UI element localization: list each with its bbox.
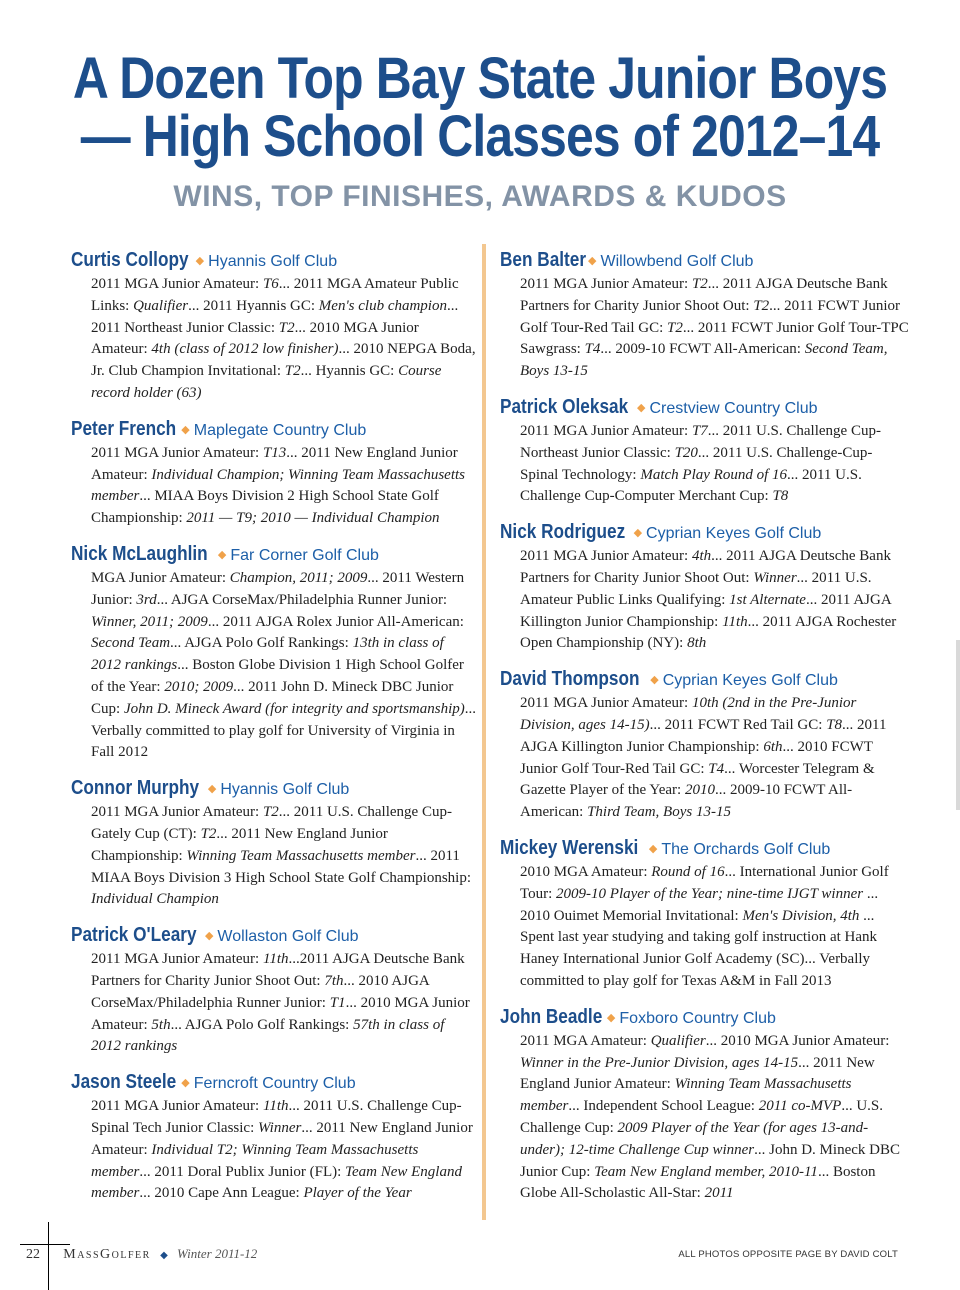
- result-text: 57th in class of 2012 rankings: [91, 1016, 445, 1055]
- event-text: ... AJGA Polo Golf Rankings:: [170, 635, 353, 652]
- result-text: 13th in class of 2012 rankings: [91, 635, 444, 674]
- event-text: 2011 MGA Junior Amateur:: [91, 804, 263, 821]
- diamond-bullet-icon: ◆: [650, 673, 659, 687]
- event-text: ... U.S. Challenge Cup:: [520, 1098, 883, 1136]
- diamond-bullet-icon: ◆: [217, 547, 227, 561]
- event-text: ... 2011 New England Junior Amateur:: [520, 1054, 875, 1093]
- result-text: 2011 — T9; 2010 — Individual Champion: [186, 510, 440, 527]
- event-text: ... Independent School League:: [568, 1098, 759, 1115]
- player-heading: [71, 774, 476, 802]
- result-text: 2009 Player of the Year (for ages 13-and-under); 12-time Challenge Cup winner: [520, 1119, 869, 1158]
- event-text: ... 2011 AJGA Killington Junior Championship:: [520, 716, 887, 755]
- player-heading: [500, 393, 910, 421]
- player-name: John Beadle: [500, 1005, 603, 1028]
- player-name: Curtis Collopy: [71, 249, 189, 271]
- result-text: 7th: [324, 972, 344, 989]
- club-name: Far Corner Golf Club: [230, 546, 379, 564]
- diamond-bullet-icon: ◆: [606, 1010, 616, 1024]
- event-text: ... 2011 Western Junior:: [91, 569, 465, 608]
- diamond-bullet-icon: ◆: [637, 400, 646, 414]
- player-heading: [500, 246, 910, 274]
- result-text: Match Play Round of 16: [640, 466, 787, 483]
- player-name: Jason Steele: [71, 1071, 177, 1094]
- event-text: ... 2011 Doral Publix Junior (FL):: [139, 1163, 346, 1180]
- title-line-2: — High School Classes of 2012–14: [80, 104, 880, 169]
- result-text: 2010: [684, 782, 715, 799]
- result-text: 4th (class of 2012 low finisher): [151, 341, 339, 358]
- diamond-bullet-icon: ◆: [633, 526, 643, 540]
- result-text: 2010; 2009: [164, 678, 234, 695]
- event-text: 2011 MGA Junior Amateur:: [91, 1098, 263, 1115]
- result-text: T8: [772, 488, 789, 505]
- result-text: Winner: [753, 569, 797, 586]
- result-text: 3rd: [136, 591, 157, 608]
- result-text: 2011 co-MVP: [758, 1098, 842, 1115]
- club-name: Willowbend Golf Club: [600, 253, 754, 270]
- page-subtitle: WINS, TOP FINISHES, AWARDS & KUDOS: [173, 180, 787, 213]
- result-text: T6: [262, 276, 279, 292]
- event-text: ... 2010 Ouimet Memorial Invitational:: [520, 885, 879, 924]
- event-text: ... 2010 MGA Junior Amateur:: [91, 319, 419, 358]
- result-text: 10th (2nd in the Pre-Junior Division, ages 14-15): [520, 695, 857, 733]
- player-achievements: [520, 693, 910, 824]
- page-title: [67, 46, 893, 169]
- result-text: T4: [584, 341, 601, 358]
- page-edge-mark: [956, 640, 960, 810]
- title-line-1: A Dozen Top Bay State Junior Boys: [72, 46, 888, 111]
- event-text: ... International Junior Golf Tour:: [520, 863, 889, 902]
- result-text: Team New England member, 2010-11: [594, 1163, 818, 1180]
- footer-folio: [26, 1246, 257, 1263]
- player-name: Nick Rodriguez: [500, 521, 626, 544]
- result-text: Second Team, Boys 13-15: [520, 341, 888, 380]
- event-text: ... 2011 John D. Mineck DBC Junior Cup:: [91, 678, 454, 717]
- event-text: 2011 MGA Junior Amateur:: [91, 951, 263, 968]
- result-text: Second Team: [91, 635, 171, 652]
- player-heading: [71, 540, 476, 568]
- event-text: ... 2011 New England Junior Amateur:: [91, 1119, 473, 1158]
- event-text: ... 2010 MGA Junior Amateur:: [91, 994, 470, 1033]
- event-text: ... 2011 AJGA Deutsche Bank Partners for Charity Junior Shoot Out:: [520, 548, 891, 586]
- result-text: T8: [826, 716, 843, 733]
- event-text: ... Spent last year studying and taking golf instruction at Hank Haney International Junior Golf Academy (SC)... Verbally committed to play golf for Texas A&M in Fall 2013: [520, 907, 878, 989]
- event-text: ... 2011 U.S. Challenge Cup-Computer Merchant Cup:: [520, 466, 862, 505]
- club-name: Hyannis Golf Club: [220, 781, 350, 799]
- result-text: Winner, 2011; 2009: [91, 613, 208, 630]
- result-text: T2: [278, 319, 295, 336]
- column-divider: [482, 244, 486, 1220]
- result-text: T13: [262, 444, 287, 461]
- club-name: Cyprian Keyes Golf Club: [646, 525, 822, 543]
- result-text: T20: [674, 444, 698, 461]
- event-text: 2011 MGA Amateur:: [520, 1032, 651, 1049]
- event-text: ... AJGA Polo Golf Rankings:: [170, 1016, 354, 1033]
- result-text: T2: [753, 297, 770, 314]
- event-text: ...2011 AJGA Deutsche Bank Partners for Charity Junior Shoot Out:: [91, 951, 465, 989]
- event-text: ... 2010 MGA Junior Amateur:: [705, 1032, 890, 1049]
- player-name: Peter French: [71, 417, 177, 440]
- event-text: ... 2011 FCWT Red Tail GC:: [649, 716, 827, 733]
- magazine-name: MassGolfer: [63, 1247, 151, 1262]
- event-text: 2011 MGA Junior Amateur:: [520, 695, 692, 712]
- event-text: 2011 MGA Junior Amateur:: [520, 548, 692, 565]
- event-text: ... 2010 FCWT Junior Golf Tour-Red Tail GC:: [520, 738, 873, 777]
- event-text: ... 2011 U.S. Challenge-Cup-Spinal Technology:: [520, 444, 873, 483]
- event-text: ... 2010 NEPGA Boda, Jr. Club Champion Invitational:: [91, 341, 476, 380]
- result-text: Qualifier: [650, 1032, 706, 1049]
- event-text: ... 2011 MIAA Boys Division 3 High School State Golf Championship:: [91, 847, 472, 886]
- player-entry: [500, 1003, 910, 1205]
- event-text: 2011 MGA Junior Amateur:: [520, 422, 692, 439]
- result-text: Men's Division, 4th: [742, 907, 860, 924]
- result-text: Course record holder (63): [91, 363, 442, 401]
- player-achievements: [91, 802, 476, 911]
- result-text: T2: [284, 363, 301, 380]
- result-text: 5th: [151, 1016, 171, 1033]
- club-name: The Orchards Golf Club: [661, 840, 831, 858]
- player-name: Ben Balter: [500, 249, 587, 271]
- event-text: 2011 MGA Junior Amateur:: [520, 276, 692, 292]
- event-text: ... 2009-10 FCWT All-American:: [520, 782, 853, 821]
- player-entry: [71, 1068, 476, 1205]
- event-text: ... AJGA CorseMax/Philadelphia Runner Junior:: [156, 591, 448, 608]
- player-name: Connor Murphy: [71, 777, 200, 800]
- event-text: ... 2010 AJGA CorseMax/Philadelphia Runner Junior:: [91, 972, 429, 1011]
- event-text: ... John D. Mineck DBC Junior Cup:: [520, 1141, 900, 1180]
- event-text: ... 2011 FCWT Junior Golf Tour-TPC Sawgrass:: [520, 319, 909, 358]
- player-achievements: [520, 546, 910, 655]
- result-text: T2: [667, 319, 683, 336]
- result-text: Player of the Year: [303, 1185, 412, 1202]
- result-text: Third Team, Boys 13-15: [587, 804, 731, 821]
- result-text: Qualifier: [133, 297, 189, 314]
- crop-mark-horizontal: [20, 1244, 70, 1245]
- event-text: ... 2011 MGA Amateur Public Links:: [91, 276, 459, 314]
- diamond-bullet-icon: ◆: [207, 782, 217, 796]
- event-text: ... 2011 FCWT Junior Golf Tour-Red Tail GC:: [520, 297, 901, 336]
- player-entry: [500, 246, 910, 383]
- event-text: ... 2011 AJGA Killington Junior Championship:: [520, 591, 891, 630]
- right-column: [500, 246, 910, 1215]
- diamond-bullet-icon: ◆: [588, 254, 597, 267]
- result-text: Winning Team Massachusetts member: [186, 847, 416, 864]
- result-text: Individual Champion: [91, 891, 219, 908]
- player-achievements: [91, 443, 476, 530]
- event-text: ... 2011 New England Junior Amateur:: [91, 444, 458, 483]
- result-text: Team New England member: [91, 1163, 462, 1202]
- result-text: Winner: [258, 1119, 302, 1136]
- diamond-bullet-icon: ◆: [181, 422, 190, 436]
- result-text: T4: [708, 760, 725, 777]
- club-name: Cyprian Keyes Golf Club: [662, 672, 838, 690]
- event-text: ... 2011 AJGA Deutsche Bank Partners for Charity Junior Shoot Out:: [520, 276, 888, 314]
- player-entry: [71, 246, 476, 405]
- event-text: ... Boston Globe Division 1 High School Golfer of the Year:: [91, 657, 464, 695]
- result-text: 8th: [687, 635, 707, 652]
- club-name: Hyannis Golf Club: [208, 253, 338, 270]
- player-name: Patrick O'Leary: [71, 924, 197, 947]
- club-name: Maplegate Country Club: [193, 421, 367, 439]
- result-text: 11th: [262, 1098, 289, 1115]
- player-heading: [500, 665, 910, 693]
- issue-date: Winter 2011-12: [177, 1246, 258, 1261]
- event-text: ... 2011 AJGA Rolex Junior All-American:: [207, 613, 464, 630]
- player-entry: [500, 393, 910, 508]
- player-heading: [500, 518, 910, 546]
- result-text: T2: [691, 276, 708, 292]
- player-achievements: [520, 862, 910, 993]
- player-achievements: [91, 568, 476, 764]
- result-text: 4th: [691, 548, 712, 565]
- result-text: T7: [691, 422, 708, 439]
- event-text: 2010 MGA Amateur:: [520, 863, 652, 880]
- diamond-bullet-icon: ◆: [181, 1076, 190, 1090]
- result-text: T1: [329, 994, 346, 1011]
- result-text: T2: [200, 825, 217, 842]
- event-text: 2011 MGA Junior Amateur:: [91, 276, 263, 292]
- player-name: Mickey Werenski: [500, 836, 639, 859]
- result-text: 11th: [262, 951, 289, 968]
- event-text: ... 2011 Northeast Junior Classic:: [91, 297, 459, 336]
- result-text: 11th: [722, 613, 748, 630]
- player-name: Nick McLaughlin: [71, 542, 208, 565]
- player-entry: [71, 921, 476, 1058]
- result-text: Individual T2; Winning Team Massachusetts member: [91, 1141, 419, 1180]
- player-entry: [71, 415, 476, 530]
- event-text: MGA Junior Amateur:: [91, 569, 230, 586]
- player-achievements: [520, 421, 910, 508]
- player-achievements: [91, 949, 476, 1058]
- event-text: ... Hyannis GC:: [300, 363, 399, 380]
- player-heading: [71, 415, 476, 443]
- event-text: ... Boston Globe All-Scholastic All-Star:: [520, 1163, 876, 1202]
- player-heading: [500, 1003, 910, 1031]
- result-text: Round of 16: [651, 863, 725, 880]
- footer-bullet-icon: ◆: [160, 1250, 168, 1261]
- event-text: ... 2010 Cape Ann League:: [139, 1185, 304, 1202]
- diamond-bullet-icon: ◆: [648, 841, 658, 855]
- event-text: ... 2011 AJGA Rochester Open Championship (NY):: [520, 613, 897, 652]
- event-text: ... MIAA Boys Division 2 High School State Golf Championship:: [91, 488, 439, 527]
- diamond-bullet-icon: ◆: [204, 929, 214, 943]
- player-entry: [500, 834, 910, 993]
- club-name: Foxboro Country Club: [619, 1009, 776, 1027]
- player-entry: [71, 540, 476, 764]
- player-achievements: [520, 1031, 910, 1205]
- page-number: 22: [26, 1247, 40, 1262]
- result-text: Men's club champion: [318, 297, 447, 314]
- event-text: ... 2011 U.S. Challenge Cup-Gately Cup (CT):: [91, 804, 452, 842]
- player-achievements: [91, 1096, 476, 1205]
- diamond-bullet-icon: ◆: [195, 254, 205, 267]
- player-heading: [71, 921, 476, 949]
- result-text: 6th: [763, 738, 783, 755]
- club-name: Wollaston Golf Club: [217, 928, 359, 946]
- result-text: 1st Alternate: [729, 591, 806, 608]
- result-text: John D. Mineck Award (for integrity and sportsmanship): [123, 700, 465, 717]
- player-achievements: [91, 274, 476, 405]
- player-name: Patrick Oleksak: [500, 395, 629, 418]
- left-column: [71, 246, 476, 1215]
- event-text: ... Verbally committed to play golf for University of Virginia in Fall 2012: [91, 700, 476, 761]
- event-text: ... 2011 U.S. Challenge Cup-Spinal Tech Junior Classic:: [91, 1098, 462, 1136]
- result-text: Winner in the Pre-Junior Division, ages 14-15: [520, 1054, 799, 1071]
- event-text: ... 2011 U.S. Amateur Public Links Qualifying:: [520, 569, 872, 608]
- result-text: Individual Champion; Winning Team Massachusetts member: [91, 466, 466, 505]
- player-entry: [500, 665, 910, 824]
- result-text: 2009-10 Player of the Year; nine-time IJGT winner: [556, 885, 864, 902]
- player-achievements: [520, 274, 910, 383]
- result-text: 2011: [704, 1185, 734, 1202]
- player-entry: [71, 774, 476, 911]
- player-heading: [500, 834, 910, 862]
- result-text: Winning Team Massachusetts member: [520, 1076, 852, 1115]
- player-heading: [71, 1068, 476, 1096]
- event-text: ... 2011 New England Junior Championship:: [91, 825, 388, 864]
- player-entry: [500, 518, 910, 655]
- photo-credit: ALL PHOTOS OPPOSITE PAGE BY DAVID COLT: [678, 1249, 898, 1260]
- club-name: Crestview Country Club: [649, 399, 818, 417]
- result-text: T2: [262, 804, 279, 821]
- result-text: Champion, 2011; 2009: [229, 569, 368, 586]
- club-name: Ferncroft Country Club: [193, 1075, 356, 1093]
- player-name: David Thompson: [500, 668, 640, 691]
- event-text: ... 2011 U.S. Challenge Cup-Northeast Junior Classic:: [520, 422, 881, 461]
- event-text: ... Worcester Telegram & Gazette Player of the Year:: [520, 760, 875, 799]
- event-text: ... 2009-10 FCWT All-American:: [600, 341, 805, 358]
- event-text: 2011 MGA Junior Amateur:: [91, 444, 263, 461]
- event-text: ... 2011 Hyannis GC:: [188, 297, 319, 314]
- player-heading: [71, 246, 476, 274]
